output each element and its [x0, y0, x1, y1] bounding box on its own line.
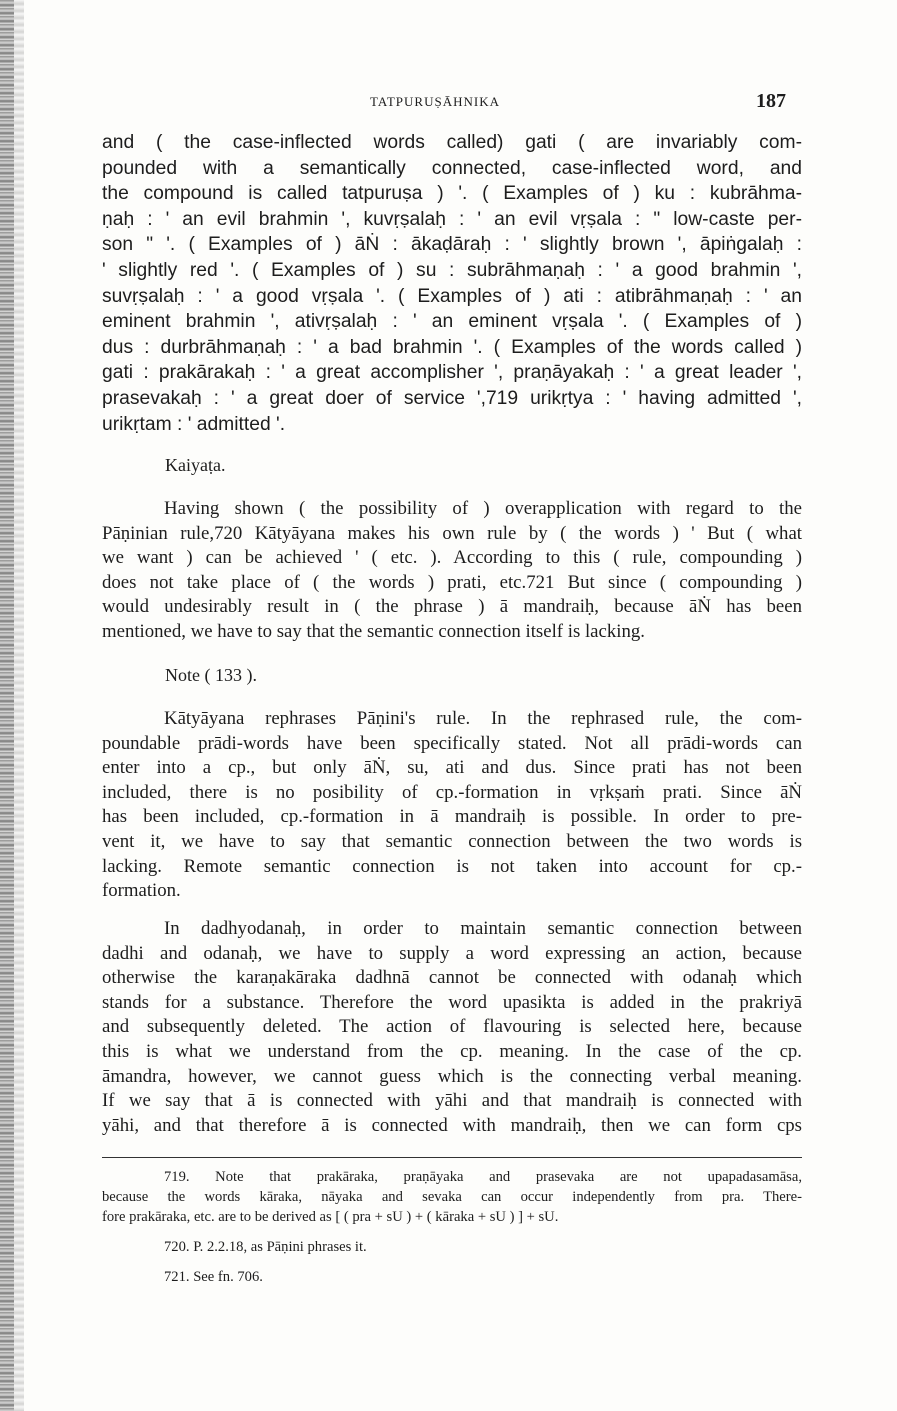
- text-line: suvṛṣalaḥ : ' a good vṛṣala '. ( Examples of ) ati : atibrāhmaṇaḥ : ' an: [102, 285, 802, 307]
- text-line: gati : prakārakaḥ : ' a great accomplisher ', praṇāyakaḥ : ' a great leader ',: [102, 362, 802, 384]
- kaiyata-paragraph: [102, 497, 802, 645]
- book-binding-shadow: [14, 0, 24, 1411]
- text-line: yāhi, and that therefore ā is connected with mandraiḥ, then we can form cps: [102, 1114, 802, 1136]
- text-line: urikṛtam : ' admitted '.: [102, 413, 286, 435]
- text-line: mentioned, we have to say that the semantic connection itself is lacking.: [102, 620, 645, 642]
- text-line: poundable prādi-words have been specifically stated. Not all prādi-words can: [102, 732, 802, 754]
- text-line: lacking. Remote semantic connection is not taken into account for cp.-: [102, 855, 802, 877]
- text-line: formation.: [102, 880, 181, 902]
- text-line: ' slightly red '. ( Examples of ) su : subrāhmaṇaḥ : ' a good brahmin ',: [102, 259, 802, 281]
- text-line: and ( the case-inflected words called) gati ( are invariably com-: [102, 132, 802, 153]
- footnote-720: 720. P. 2.2.18, as Pāṇini phrases it.: [164, 1239, 367, 1255]
- text-line: āmandra, however, we cannot guess which is the connecting verbal meaning.: [102, 1065, 802, 1087]
- text-line: dus : durbrāhmaṇaḥ : ' a bad brahmin '. ( Examples of the words called ): [102, 336, 802, 358]
- footnote-721: 721. See fn. 706.: [164, 1269, 263, 1285]
- text-line: the compound is called tatpuruṣa ) '. ( Examples of ) ku : kubrāhma-: [102, 183, 802, 205]
- running-header: TATPURUṢĀHNIKA: [370, 94, 500, 109]
- note-heading: Note ( 133 ).: [165, 665, 257, 685]
- text-line: has been included, cp.-formation in ā mandraiḥ is possible. In order to pre-: [102, 806, 802, 828]
- footnote-719-line: because the words kāraka, nāyaka and sevaka can occur independently from pra. There-: [102, 1189, 802, 1205]
- text-line: otherwise the karaṇakāraka dadhnā cannot be connected with odanaḥ which: [102, 967, 802, 989]
- footnote-divider: [102, 1157, 802, 1158]
- text-line: If we say that ā is connected with yāhi and that mandraiḥ is connected with: [102, 1090, 802, 1112]
- footnotes: [102, 1167, 802, 1287]
- text-line: prasevakaḥ : ' a great doer of service ',719 urikṛtya : ' having admitted ',: [102, 387, 802, 409]
- text-line: Having shown ( the possibility of ) overapplication with regard to the: [164, 498, 802, 519]
- text-line: this is what we understand from the cp. meaning. In the case of the cp.: [102, 1040, 802, 1062]
- text-line: included, there is no posibility of cp.-formation in vṛkṣaṁ prati. Since āṄ: [102, 781, 802, 803]
- text-line: vent it, we have to say that semantic connection between the two words is: [102, 830, 802, 852]
- intro-paragraph: [102, 130, 802, 437]
- text-line: eminent brahmin ', ativṛṣalaḥ : ' an eminent vṛṣala '. ( Examples of ): [102, 311, 802, 333]
- text-line: ṇaḥ : ' an evil brahmin ', kuvṛṣalaḥ : ' an evil vṛṣala : " low-caste per-: [102, 208, 802, 230]
- text-line: and subsequently deleted. The action of flavouring is selected here, because: [102, 1016, 802, 1038]
- book-binding-edge: [0, 0, 14, 1411]
- text-line: son " '. ( Examples of ) āṄ : ākaḍāraḥ : ' slightly brown ', āpiṅgalaḥ :: [102, 234, 802, 256]
- note-paragraph-1: [102, 707, 802, 904]
- text-line: we want ) can be achieved ' ( etc. ). According to this ( rule, compounding ): [102, 547, 802, 569]
- text-line: dadhi and odanaḥ, we have to supply a word expressing an action, because: [102, 942, 802, 964]
- footnote-719-line: 719. Note that prakāraka, praṇāyaka and prasevaka are not upapadasamāsa,: [164, 1169, 802, 1185]
- footnote-719-line: fore prakāraka, etc. are to be derived as [ ( pra + sU ) + ( kāraka + sU ) ] + sU.: [102, 1209, 559, 1225]
- note-paragraph-2: [102, 917, 802, 1138]
- text-line: would undesirably result in ( the phrase ) ā mandraiḥ, because āṄ has been: [102, 596, 802, 618]
- text-line: Pāṇinian rule,720 Kātyāyana makes his own rule by ( the words ) ' But ( what: [102, 522, 802, 544]
- kaiyata-heading: Kaiyaṭa.: [165, 455, 226, 475]
- text-line: In dadhyodanaḥ, in order to maintain semantic connection between: [164, 918, 802, 939]
- text-line: pounded with a semantically connected, case-inflected word, and: [102, 157, 802, 179]
- text-line: does not take place of ( the words ) prati, etc.721 But since ( compounding ): [102, 571, 802, 593]
- page-number: 187: [756, 90, 786, 112]
- text-line: enter into a cp., but only āṄ, su, ati and dus. Since prati has not been: [102, 757, 802, 779]
- text-line: stands for a substance. Therefore the word upasikta is added in the prakriyā: [102, 991, 802, 1013]
- text-line: Kātyāyana rephrases Pāṇini's rule. In the rephrased rule, the com-: [164, 708, 802, 729]
